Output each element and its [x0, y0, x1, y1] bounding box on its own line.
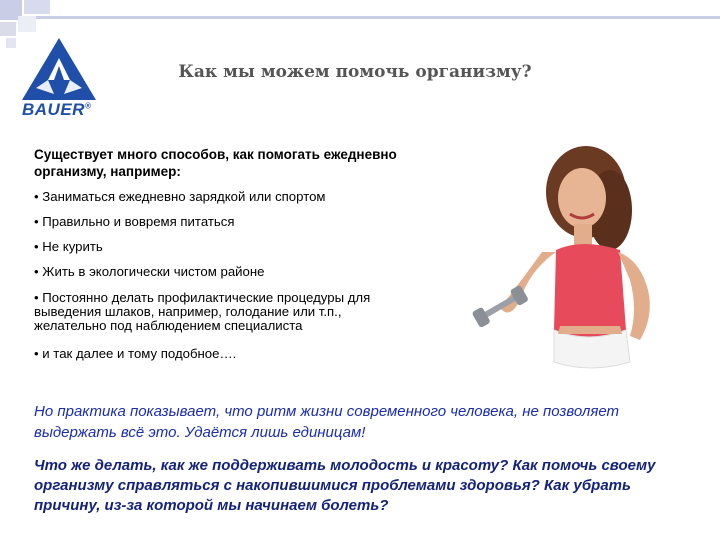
- list-item: • Постоянно делать профилактические процедуры для выведения шлаков, например, голодание или т.п., желательно под наблюдением специалиста: [34, 290, 371, 333]
- corner-square-decor: [24, 0, 50, 14]
- corner-square-decor: [6, 38, 16, 48]
- corner-square-decor: [18, 16, 36, 32]
- question-paragraph: Что же делать, как же поддерживать молодость и красоту? Как помочь своему организму справляться с накопившимися проблемами здоровья? Как убрать причину, из-за которой мы начинаем болеть?: [34, 457, 656, 514]
- list-item: • Жить в экологически чистом районе: [34, 264, 265, 279]
- list-item: • Не курить: [34, 239, 103, 254]
- registered-mark: ®: [84, 101, 92, 111]
- top-accent-bar: [36, 16, 720, 19]
- logo-wordmark: BAUER®: [22, 100, 92, 119]
- intro-text: Существует много способов, как помогать ежедневно организму, например:: [34, 147, 397, 179]
- woman-with-dumbbell-photo: [470, 140, 690, 380]
- corner-square-decor: [0, 22, 16, 36]
- practice-paragraph: Но практика показывает, что ритм жизни современного человека, не позволяет выдержать всё это. Удаётся лишь единицам!: [34, 403, 620, 441]
- page-title: Как мы можем помочь организму?: [178, 62, 532, 82]
- list-item: • Правильно и вовремя питаться: [34, 214, 235, 229]
- list-item: • и так далее и тому подобное….: [34, 346, 237, 361]
- list-item: • Заниматься ежедневно зарядкой или спортом: [34, 189, 326, 204]
